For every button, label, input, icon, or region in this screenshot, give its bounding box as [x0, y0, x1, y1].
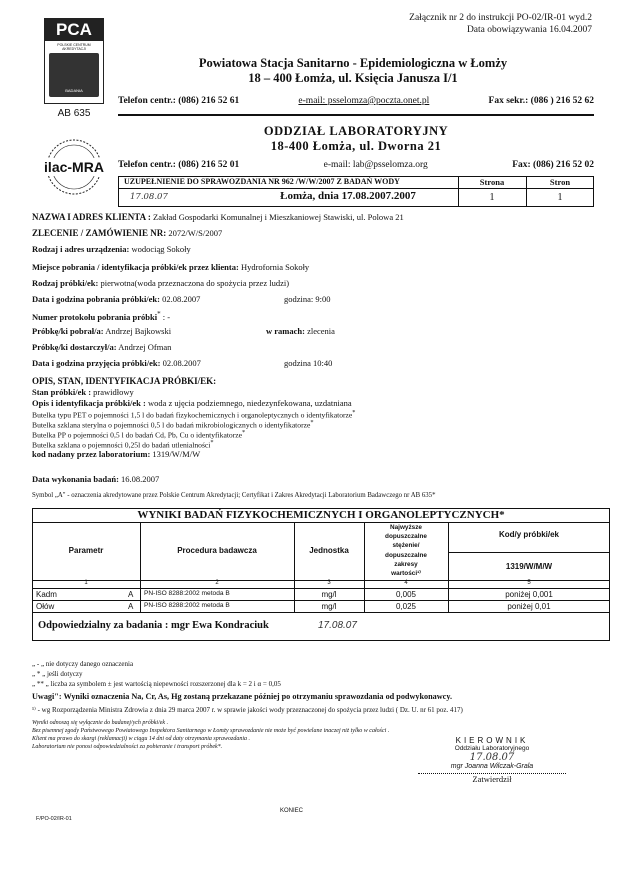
- collected-value: Andrzej Bajkowski: [105, 326, 172, 336]
- row-olow-result: poniżej 0,01: [507, 602, 551, 611]
- note-copy: Bez pisemnej zgody Państwowego Powiatowego Inspektora Sanitarnego w Łomży sprawozdanie nie może być powielane inaczej niż tylko w całości .: [32, 728, 390, 734]
- handwritten-date: 17.08.07: [130, 192, 168, 202]
- lab-name: ODDZIAŁ LABORATORYJNY: [263, 124, 449, 138]
- sample-time-value: godzina: 9:00: [284, 294, 331, 304]
- row-olow-proc: PN-ISO 8288:2002 metoda B: [144, 602, 230, 609]
- note-transport: Laboratorium nie ponosi odpowiedzialności za pobieranie i transport próbek*.: [32, 744, 223, 750]
- footnote-not-applicable: „ - „ nie dotyczy danego oznaczenia: [32, 660, 134, 668]
- delivered-value: Andrzej Ofman: [118, 342, 172, 352]
- col-num-4: 4: [404, 580, 408, 586]
- delivered-label: Próbkę/ki dostarczył/a:: [32, 342, 117, 352]
- row-kadm-proc: PN-ISO 8288:2002 metoda B: [144, 590, 230, 597]
- lab-fax: Fax: (086) 216 52 02: [512, 160, 594, 170]
- col-unit-header: Jednostka: [309, 546, 349, 555]
- valid-from-info: Data obowiązywania 16.04.2007: [466, 25, 592, 35]
- stan-value: prawidłowy: [93, 387, 134, 397]
- received-value: 02.08.2007: [162, 358, 201, 368]
- received-label: Data i godzina przyjęcia próbki/ek:: [32, 358, 161, 368]
- stamp-hand-date: 17.08.07: [469, 752, 515, 763]
- header-divider: [118, 114, 594, 116]
- ilac-mra-logo: [36, 138, 112, 196]
- place-value: Hydrofornia Sokoły: [240, 262, 310, 272]
- form-code: F/PO-02/IR-01: [36, 816, 72, 822]
- client-label: NAZWA I ADRES KLIENTA :: [32, 212, 151, 222]
- document-header-info: [409, 12, 592, 36]
- institution-address: 18 – 400 Łomża, ul. Księcia Janusza I/1: [248, 71, 458, 85]
- accreditation-symbol-note: Symbol „A" - oznaczenia akredytowane przez Polskie Centrum Akredytacji; Certyfikat i Zakres Akredytacji Laboratorium Badawczego nr AB 635*: [32, 492, 436, 499]
- report-title: UZUPEŁNIENIE DO SPRAWOZDANIA NR 962 /W/W/2007 Z BADAŃ WODY: [124, 177, 400, 186]
- col-num-2: 2: [215, 580, 219, 586]
- row-kadm-max: 0,005: [395, 590, 417, 599]
- approval-stamp: [402, 736, 582, 784]
- within-label: w ramach:: [266, 326, 305, 336]
- note-results: Wyniki odnoszą się wyłącznie do badanej/ych próbki/ek .: [32, 720, 169, 726]
- col-procedure-header: Procedura badawcza: [177, 546, 257, 555]
- results-table: [32, 508, 610, 640]
- institution-name: Powiatowa Stacja Sanitarno - Epidemiologiczna w Łomży: [198, 56, 508, 70]
- opis-label: OPIS, STAN, IDENTYFIKACJA PRÓBKI/EK:: [32, 376, 217, 386]
- bottle-glass: Butelka szklana o pojemności 0,25l do badań utlenialności: [32, 440, 211, 450]
- pages-label: Stron: [549, 177, 571, 187]
- pages-total: 1: [557, 192, 563, 203]
- client-value: Zakład Gospodarki Komunalnej i Mieszkaniowej Stawiski, ul. Polowa 21: [153, 212, 404, 222]
- row-olow-acc: A: [128, 602, 134, 611]
- pca-logo: [44, 18, 104, 104]
- institution-contact: [118, 96, 594, 106]
- stan-label: Stan próbki/ek :: [32, 387, 92, 397]
- lab-email: e-mail: lab@psselomza.org: [323, 160, 428, 170]
- collected-label: Próbkę/ki pobrał/a:: [32, 326, 104, 336]
- opis2-value: woda z ujęcia podziemnego, niedezynfekowana, uzdatniana: [147, 398, 352, 408]
- within-value: zlecenia: [307, 326, 335, 336]
- bottle-sterile: Butelka szklana sterylna o pojemności 0,5 l do badań mikrobiologicznych o identyfikatorze: [32, 420, 311, 430]
- place-and-date: Łomża, dnia 17.08.2007.2007: [280, 190, 416, 202]
- lab-contact: [118, 160, 594, 170]
- kind-value: pierwotna(woda przeznaczona do spożycia przez ludzi): [100, 278, 290, 288]
- end-marker: KONIEC: [280, 808, 304, 814]
- row-kadm-acc: A: [128, 590, 134, 599]
- lab-address: 18-400 Łomża, ul. Dworna 21: [270, 139, 442, 153]
- institution-phone: Telefon centr.: (086) 216 52 61: [118, 96, 240, 106]
- responsible-person: Odpowiedzialny za badania : mgr Ewa Kondraciuk: [38, 620, 269, 631]
- page-label: Strona: [479, 177, 505, 187]
- report-info-table: [118, 176, 594, 206]
- place-label: Miejsce pobrania / identyfikacja próbki/ek przez klienta:: [32, 262, 239, 272]
- remarks: Uwagi": Wyniki oznaczenia Na, Cr, As, Hg zostaną przekazane później po otrzymaniu sprawozdania od podwykonawcy.: [32, 692, 453, 701]
- opis2-label: Opis i identyfikacja próbki/ek :: [32, 398, 146, 408]
- order-label: ZLECENIE / ZAMÓWIENIE NR:: [32, 228, 167, 238]
- exec-date-label: Data wykonania badań:: [32, 474, 119, 484]
- protocol-value: -: [167, 311, 171, 322]
- col-num-3: 3: [327, 580, 331, 586]
- lab-phone: Telefon centr.: (086) 216 52 01: [118, 160, 240, 170]
- page-number: 1: [489, 192, 495, 203]
- note-complaint: Klient ma prawo do skargi (reklamacji) w ciągu 14 dni od daty otrzymania sprawozdania .: [32, 736, 251, 742]
- bottle-pet: Butelka typu PET o pojemności 1,5 l do badań fizykochemicznych i organoleptycznych o identyfikatorze: [32, 410, 353, 420]
- stamp-name: mgr Joanna Wilczak-Grala: [450, 763, 534, 770]
- sample-date-label: Data i godzina pobrania próbki/ek:: [32, 294, 160, 304]
- pca-logo-text: PCA: [45, 19, 103, 41]
- footnote-uncertainty: „ ** „ liczba za symbolem ± jest wartością niepewności rozszerzonej dla k = 2 i α = 0,05: [32, 680, 281, 688]
- row-kadm-unit: mg/l: [321, 590, 337, 599]
- stamp-manager: KIEROWNIK: [455, 736, 529, 745]
- order-value: 2072/W/S/2007: [168, 228, 223, 238]
- device-value: wodociąg Sokoły: [131, 244, 191, 254]
- attachment-info: Załącznik nr 2 do instrukcji PO-02/IR-01 wyd.2: [409, 13, 592, 23]
- lab-header: [118, 124, 594, 154]
- institution-fax: Fax sekr.: (086 ) 216 52 62: [488, 96, 594, 106]
- sample-date-value: 02.08.2007: [162, 294, 201, 304]
- pca-logo-subtitle: POLSKIE CENTRUM AKREDYTACJI: [57, 43, 91, 51]
- accreditation-number: AB 635: [57, 108, 91, 119]
- pca-logo-badanie: BADANIA: [65, 88, 83, 93]
- col-max-header: Najwyższe dopuszczalne stężenie/ dopuszczalne zakresy wartości¹⁾: [385, 524, 427, 578]
- kind-label: Rodzaj próbki/ek:: [32, 278, 99, 288]
- bottle-pp: Butelka PP o pojemności 0,5 l do badań Cd, Pb, Cu o identyfikatorze: [32, 430, 242, 440]
- row-olow-max: 0,025: [395, 602, 417, 611]
- footnote-if-applicable: „ * „ jeśli dotyczy: [32, 670, 83, 678]
- device-label: Rodzaj i adres urządzenia:: [32, 244, 130, 254]
- col-code-header: Kod/y próbki/ek: [498, 530, 559, 539]
- responsible-signature: 17.08.07: [318, 620, 357, 631]
- stamp-department: Oddziału Laboratoryjnego: [454, 745, 530, 752]
- col-param-header: Parametr: [68, 546, 104, 555]
- institution-header: [118, 56, 588, 86]
- institution-email: e-mail: psselomza@poczta.onet.pl: [298, 96, 430, 106]
- row-kadm-result: poniżej 0,001: [505, 590, 553, 599]
- ilac-logo-text: ilac-MRA: [44, 159, 104, 175]
- results-table-title: WYNIKI BADAŃ FIZYKOCHEMICZNYCH I ORGANOLEPTYCZNYCH*: [137, 509, 505, 521]
- footnote-regulation: ¹⁾ - wg Rozporządzenia Ministra Zdrowia z dnia 29 marca 2007 r. w sprawie jakości wody przeznaczonej do spożycia przez ludzi ( Dz. U. nr 61 poz. 417): [32, 706, 463, 714]
- approved-by: Zatwierdził: [472, 774, 512, 784]
- exec-date-value: 16.08.2007: [121, 474, 160, 484]
- col-num-1: 1: [84, 580, 88, 586]
- row-olow-unit: mg/l: [321, 602, 337, 611]
- protocol-label: Numer protokołu pobrania próbki: [32, 311, 158, 322]
- lab-code-label: kod nadany przez laboratorium:: [32, 449, 151, 459]
- row-kadm-param: Kadm: [36, 590, 57, 599]
- col-num-5: 5: [527, 580, 531, 586]
- sample-code: 1319/W/M/W: [505, 562, 553, 571]
- row-olow-param: Ołów: [36, 602, 55, 611]
- lab-code-value: 1319/W/M/W: [152, 449, 201, 459]
- received-time: godzina 10:40: [284, 358, 333, 368]
